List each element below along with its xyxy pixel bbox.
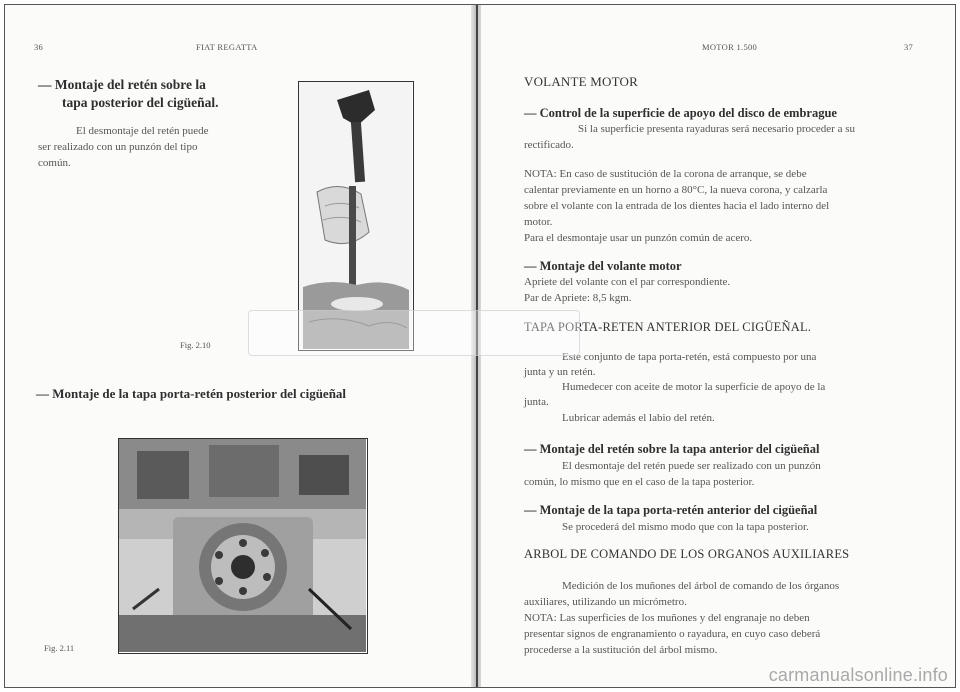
right-body-line: Lubricar además el labio del retén. — [562, 412, 715, 424]
right-body-line: auxiliares, utilizando un micrómetro. — [524, 596, 687, 608]
engine-cover-illustration — [119, 439, 366, 652]
right-body-line: Si la superficie presenta rayaduras será necesario proceder a su — [578, 123, 856, 135]
nota-line: sobre el volante con la entrada de los dientes hacia el lado interno del — [524, 200, 830, 212]
hammer-punch-illustration — [299, 82, 412, 349]
nota-line: Para el desmontaje usar un punzón común de acero. — [524, 232, 753, 244]
left-para-1-line: ser realizado con un punzón del tipo — [38, 141, 198, 153]
right-body-line: junta. — [524, 396, 549, 408]
right-body-line: Este conjunto de tapa porta-retén, está compuesto por una — [562, 351, 817, 363]
right-body-line: Se procederá del mismo modo que con la tapa posterior. — [562, 521, 809, 533]
right-body-line: El desmontaje del retén puede ser realizado con un punzón — [562, 460, 821, 472]
right-body-line: Medición de los muñones del árbol de comando de los órganos — [562, 580, 840, 592]
right-body-line: procederse a la sustitución del árbol mismo. — [524, 644, 718, 656]
left-para-1-line: El desmontaje del retén puede — [76, 125, 209, 137]
right-body-line: Humedecer con aceite de motor la superficie de apoyo de la — [562, 381, 826, 393]
watermark: carmanualsonline.info — [768, 665, 948, 685]
right-body-line: Apriete del volante con el par correspondiente. — [524, 276, 731, 288]
right-body-line: presentar signos de engranamiento o rayadura, en cuyo caso deberá — [524, 628, 821, 640]
nota-line: calentar previamente en un horno a 80°C, la nueva corona, y calzarla — [524, 184, 828, 196]
right-body-line: común, lo mismo que en el caso de la tapa posterior. — [524, 476, 755, 488]
figure-2-11-engine-cover — [118, 438, 368, 654]
left-para-1-line: común. — [38, 157, 71, 169]
right-running-header: MOTOR 1.500 — [702, 42, 758, 52]
right-page-number: 37 — [904, 42, 914, 52]
subheading-control-superficie: — Control de la superficie de apoyo del disco de embrague — [524, 106, 837, 120]
section-volante-motor: VOLANTE MOTOR — [524, 74, 638, 89]
left-running-header: FIAT REGATTA — [196, 42, 258, 52]
right-body-line: NOTA: Las superficies de los muñones y del engranaje no deben — [524, 612, 810, 624]
right-body-line: rectificado. — [524, 139, 574, 151]
left-heading-1-line1: — Montaje del retén sobre la — [38, 77, 206, 92]
left-heading-1-line2: tapa posterior del cigüeñal. — [62, 95, 219, 110]
left-page-number: 36 — [34, 42, 44, 52]
right-body-line: Par de Apriete: 8,5 kgm. — [524, 292, 632, 304]
subheading-reten-anterior: — Montaje del retén sobre la tapa anterior del cigüeñal — [524, 442, 820, 456]
right-body-line: junta y un retén. — [524, 366, 596, 378]
faded-watermark-band — [248, 310, 580, 356]
section-arbol-comando: ARBOL DE COMANDO DE LOS ORGANOS AUXILIARES — [524, 547, 850, 561]
left-heading-2: — Montaje de la tapa porta-retén posterior del cigüeñal — [36, 386, 347, 401]
subheading-tapa-anterior: — Montaje de la tapa porta-retén anterior del cigüeñal — [524, 503, 818, 517]
subheading-montaje-volante: — Montaje del volante motor — [524, 259, 682, 273]
fig-2-10-caption: Fig. 2.10 — [180, 340, 211, 350]
fig-2-11-caption: Fig. 2.11 — [44, 643, 75, 653]
section-tapa-porta-reten: TAPA PORTA-RETEN ANTERIOR DEL CIGÜEÑAL. — [524, 320, 812, 334]
nota-line: NOTA: En caso de sustitución de la corona de arranque, se debe — [524, 168, 807, 180]
nota-line: motor. — [524, 216, 553, 228]
